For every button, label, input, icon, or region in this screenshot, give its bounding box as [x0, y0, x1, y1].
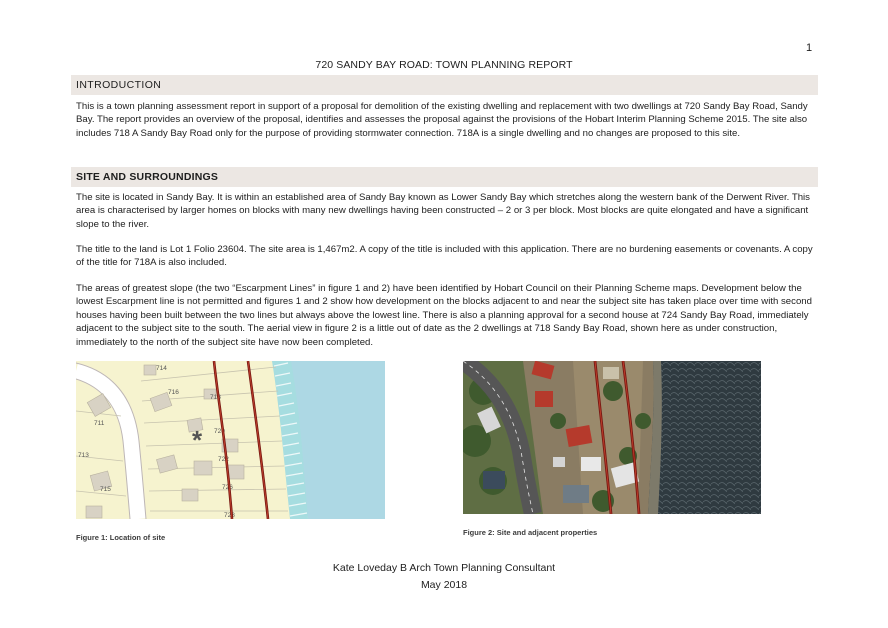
site-marker-icon: *: [192, 425, 203, 455]
site-paragraph-location: The site is located in Sandy Bay. It is within an established area of Sandy Bay known as Lower Sandy Bay which stretches along the western bank of the Derwent River. This area is characterised by larger homes on blocks with many new dwellings having been constructed – 2 or 3 per block. Most blocks are quite elongated and have a significant slope to the river.: [76, 192, 810, 230]
lot-label: 715: [100, 486, 111, 493]
lot-label: 722: [218, 456, 229, 463]
document-title: 720 SANDY BAY ROAD: TOWN PLANNING REPORT: [315, 59, 573, 71]
figure-2-aerial-photo: [463, 361, 761, 514]
lot-label: 711: [94, 420, 105, 427]
footer-author: Kate Loveday B Arch Town Planning Consultant: [332, 562, 556, 574]
section-heading-text: SITE AND SURROUNDINGS: [76, 171, 219, 183]
lot-label: 716: [168, 389, 179, 396]
lot-label: 714: [156, 365, 167, 372]
section-heading-introduction: [71, 75, 818, 95]
site-paragraph-escarpment: The areas of greatest slope (the two “Escarpment Lines” in figure 1 and 2) have been identified by Hobart Council on their Planning Scheme maps. Development below the lowest Escarpment line is not permitted and figures 1 and 2 show how development on the blocks adjacent to and near the subject site has taken place over time with second houses having been built between the two lines but always above the lowest line. There is also a planning approval for a second house at 724 Sandy Bay Road, immediately adjacent to the subject site to the south. The aerial view in figure 2 is a little out of date as the 2 dwellings at 718 Sandy Bay Road, shown here as under construction, immediately to the north of the subject site have now been completed.: [76, 283, 812, 348]
section-heading-site: [71, 167, 818, 187]
lot-label: 726: [222, 484, 233, 491]
introduction-paragraph: This is a town planning assessment report in support of a proposal for demolition of the existing dwelling and replacement with two dwellings at 720 Sandy Bay Road, Sandy Bay. The report provides an overview of the proposal, identifies and assesses the proposal against the provisions of the Hobart Interim Planning Scheme 2015. The site also includes 718 A Sandy Bay Road only for the purpose of providing stormwater connection. 718A is a single dwelling and no changes are proposed to this site.: [76, 101, 808, 139]
page-number: 1: [806, 42, 813, 54]
lot-label: 728: [224, 512, 235, 519]
lot-label: 720: [214, 428, 225, 435]
site-paragraph-title: The title to the land is Lot 1 Folio 23604. The site area is 1,467m2. A copy of the title is included with this application. There are no burdening easements or covenants. A copy of the title for 718A is also included.: [76, 244, 813, 269]
section-heading-text: INTRODUCTION: [76, 79, 162, 91]
lot-label: 713: [78, 452, 89, 459]
lot-label: 718: [210, 394, 221, 401]
figure-1-caption: Figure 1: Location of site: [76, 533, 166, 542]
figure-1-location-map: [76, 361, 385, 519]
footer-date: May 2018: [420, 579, 468, 591]
figure-2-caption: Figure 2: Site and adjacent properties: [463, 528, 598, 537]
